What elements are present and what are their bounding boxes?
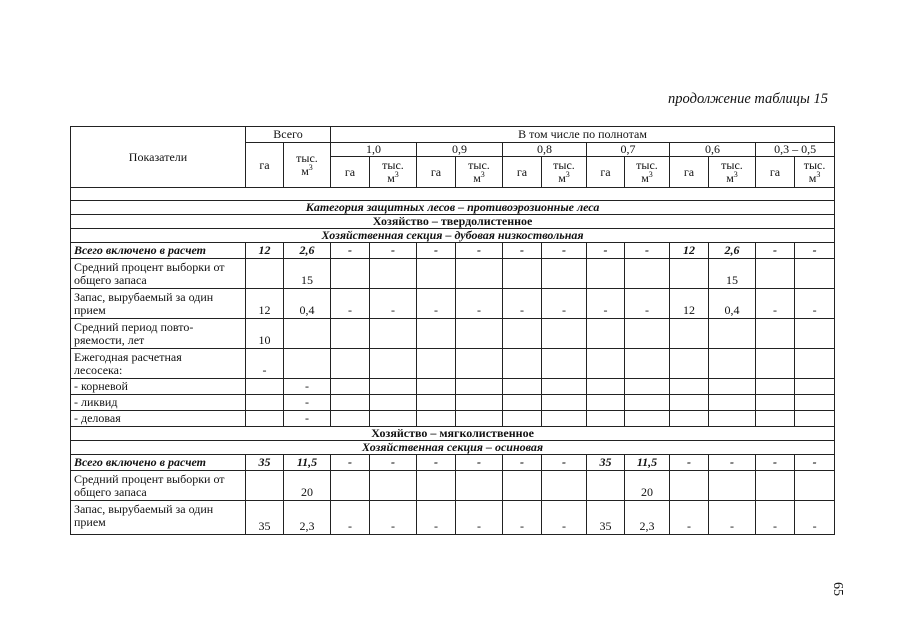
- density-header: 0,6: [670, 143, 756, 157]
- section-row: [71, 215, 835, 229]
- table-cell: -: [756, 243, 795, 259]
- table-cell: [284, 349, 331, 379]
- table-row: [71, 379, 835, 395]
- row-label: Всего включено в расчет: [71, 455, 246, 471]
- table-cell: [756, 349, 795, 379]
- table-cell: [417, 395, 456, 411]
- table-cell: [370, 471, 417, 501]
- table-cell: [503, 411, 542, 427]
- table-row: [71, 501, 835, 535]
- table-row: [71, 471, 835, 501]
- table-cell: [670, 259, 709, 289]
- table-cell: [756, 379, 795, 395]
- table-cell: [542, 411, 587, 427]
- table-cell: -: [456, 455, 503, 471]
- table-cell: [625, 379, 670, 395]
- table-cell: -: [331, 289, 370, 319]
- table-cell: [670, 395, 709, 411]
- density-header: 0,9: [417, 143, 503, 157]
- table-cell: [795, 471, 835, 501]
- table-cell: -: [246, 349, 284, 379]
- unit-thousand-m3: тыс. $м^3$: [284, 143, 331, 188]
- table-cell: -: [542, 289, 587, 319]
- table-cell: [370, 379, 417, 395]
- unit-ha: га: [417, 157, 456, 188]
- section-row: [71, 427, 835, 441]
- table-cell: [503, 379, 542, 395]
- table-cell: [331, 319, 370, 349]
- table-cell: [795, 395, 835, 411]
- unit-thousand-m3: тыс. $м^3$: [625, 157, 670, 188]
- table-cell: [756, 319, 795, 349]
- table-cell: 35: [246, 501, 284, 535]
- header-row-1: [71, 127, 835, 143]
- density-header: 0,8: [503, 143, 587, 157]
- unit-ha: га: [331, 157, 370, 188]
- table-cell: [625, 319, 670, 349]
- table-cell: [795, 259, 835, 289]
- density-header: 0,7: [587, 143, 670, 157]
- table-cell: [670, 411, 709, 427]
- table-cell: -: [331, 243, 370, 259]
- table-cell: [587, 379, 625, 395]
- table-cell: [542, 471, 587, 501]
- table-cell: -: [795, 243, 835, 259]
- table-cell: 35: [587, 455, 625, 471]
- table-cell: -: [417, 501, 456, 535]
- table-cell: [670, 319, 709, 349]
- table-cell: [331, 259, 370, 289]
- unit-ha: га: [670, 157, 709, 188]
- table-cell: [456, 395, 503, 411]
- table-cell: [370, 411, 417, 427]
- table-cell: -: [625, 243, 670, 259]
- table-cell: 2,6: [284, 243, 331, 259]
- table-row: [71, 395, 835, 411]
- density-group-header: В том числе по полнотам: [331, 127, 835, 143]
- table-cell: [370, 259, 417, 289]
- section-row: [71, 441, 835, 455]
- row-label: Всего включено в расчет: [71, 243, 246, 259]
- table-cell: [709, 411, 756, 427]
- table-cell: -: [370, 455, 417, 471]
- table-cell: 15: [284, 259, 331, 289]
- table-cell: 20: [284, 471, 331, 501]
- table-cell: 12: [246, 289, 284, 319]
- table-cell: -: [284, 395, 331, 411]
- table-cell: [542, 379, 587, 395]
- table-cell: [246, 411, 284, 427]
- table-cell: 15: [709, 259, 756, 289]
- row-label: Средний процент выборки от общего запаса: [71, 259, 246, 289]
- table-cell: 11,5: [284, 455, 331, 471]
- row-label: Средний период повто- ряемости, лет: [71, 319, 246, 349]
- table-cell: [331, 411, 370, 427]
- table-cell: [709, 349, 756, 379]
- table-caption: продолжение таблицы 15: [668, 91, 828, 107]
- table-cell: -: [331, 501, 370, 535]
- row-label: - корневой: [71, 379, 246, 395]
- table-row: [71, 411, 835, 427]
- table-cell: [417, 319, 456, 349]
- table-cell: -: [370, 289, 417, 319]
- table-cell: [795, 349, 835, 379]
- blank-row: [71, 188, 835, 201]
- table-cell: [246, 379, 284, 395]
- table-cell: 0,4: [284, 289, 331, 319]
- table-cell: -: [670, 455, 709, 471]
- table-cell: 2,3: [625, 501, 670, 535]
- table-cell: [503, 395, 542, 411]
- table-cell: [331, 471, 370, 501]
- row-label: - деловая: [71, 411, 246, 427]
- table-cell: [587, 349, 625, 379]
- table-cell: [246, 471, 284, 501]
- table-cell: -: [456, 501, 503, 535]
- table-cell: [331, 379, 370, 395]
- table-cell: [587, 259, 625, 289]
- table-cell: [795, 411, 835, 427]
- section-heading: Хозяйственная секция – дубовая низкоствольная: [71, 229, 835, 243]
- table-cell: [670, 379, 709, 395]
- table-cell: [456, 319, 503, 349]
- table-cell: -: [542, 501, 587, 535]
- table-cell: -: [709, 455, 756, 471]
- table-cell: [417, 259, 456, 289]
- table-cell: 2,3: [284, 501, 331, 535]
- table-cell: [625, 411, 670, 427]
- table-cell: -: [542, 455, 587, 471]
- table-cell: -: [795, 289, 835, 319]
- table-cell: 0,4: [709, 289, 756, 319]
- density-header: 1,0: [331, 143, 417, 157]
- table-cell: [625, 259, 670, 289]
- table-cell: -: [456, 289, 503, 319]
- table-cell: [417, 411, 456, 427]
- table-cell: -: [417, 243, 456, 259]
- table-row: [71, 243, 835, 259]
- table-row: [71, 349, 835, 379]
- table-cell: 20: [625, 471, 670, 501]
- table-cell: -: [331, 455, 370, 471]
- section-heading: Хозяйственная секция – осиновая: [71, 441, 835, 455]
- table-cell: [709, 471, 756, 501]
- table-cell: -: [370, 243, 417, 259]
- table-cell: [670, 349, 709, 379]
- row-label: Ежегодная расчетная лесосека:: [71, 349, 246, 379]
- table-cell: 12: [246, 243, 284, 259]
- unit-ha: га: [503, 157, 542, 188]
- table-cell: [756, 411, 795, 427]
- table-cell: [246, 259, 284, 289]
- table-cell: -: [756, 455, 795, 471]
- table-cell: [417, 379, 456, 395]
- table-cell: 11,5: [625, 455, 670, 471]
- table-cell: [370, 319, 417, 349]
- table-cell: -: [670, 501, 709, 535]
- unit-ha: га: [756, 157, 795, 188]
- table-cell: -: [417, 455, 456, 471]
- table-cell: [795, 379, 835, 395]
- density-header: 0,3 – 0,5: [756, 143, 835, 157]
- table-cell: [503, 319, 542, 349]
- table-cell: [756, 471, 795, 501]
- table-cell: -: [587, 243, 625, 259]
- table-cell: -: [756, 289, 795, 319]
- table-cell: [246, 395, 284, 411]
- table-row: [71, 289, 835, 319]
- table-cell: [625, 395, 670, 411]
- unit-ha: га: [246, 143, 284, 188]
- table-cell: [625, 349, 670, 379]
- farm-heading: Хозяйство – твердолистенное: [71, 215, 835, 229]
- table-cell: -: [625, 289, 670, 319]
- table-cell: [795, 319, 835, 349]
- table-cell: [542, 319, 587, 349]
- unit-thousand-m3: тыс. $м^3$: [456, 157, 503, 188]
- table-cell: [756, 395, 795, 411]
- farm-heading: Хозяйство – мягколиственное: [71, 427, 835, 441]
- category-heading: Категория защитных лесов – противоэрозионные леса: [71, 201, 835, 215]
- unit-thousand-m3: тыс. $м^3$: [370, 157, 417, 188]
- table-cell: [587, 411, 625, 427]
- table-cell: -: [756, 501, 795, 535]
- table-cell: [331, 349, 370, 379]
- table-cell: 2,6: [709, 243, 756, 259]
- row-label: Средний процент выборки от общего запаса: [71, 471, 246, 501]
- table-cell: -: [456, 243, 503, 259]
- table-cell: [709, 395, 756, 411]
- table-cell: [456, 471, 503, 501]
- table-cell: -: [503, 243, 542, 259]
- table-cell: -: [542, 243, 587, 259]
- table-cell: [456, 411, 503, 427]
- table-cell: [587, 319, 625, 349]
- table-cell: 12: [670, 289, 709, 319]
- table-cell: -: [709, 501, 756, 535]
- table-cell: -: [795, 455, 835, 471]
- table-cell: 12: [670, 243, 709, 259]
- table-cell: 35: [246, 455, 284, 471]
- table-cell: [587, 471, 625, 501]
- total-header: Всего: [246, 127, 331, 143]
- table-cell: [503, 471, 542, 501]
- table-cell: [456, 379, 503, 395]
- forest-table: [70, 126, 835, 535]
- unit-thousand-m3: тыс. $м^3$: [709, 157, 756, 188]
- table-cell: -: [503, 455, 542, 471]
- table-cell: [503, 349, 542, 379]
- section-row: [71, 229, 835, 243]
- page-number: 65: [830, 582, 845, 596]
- row-label: Запас, вырубаемый за один прием: [71, 289, 246, 319]
- table-cell: -: [503, 501, 542, 535]
- table-cell: [370, 395, 417, 411]
- table-cell: [756, 259, 795, 289]
- table-cell: [417, 349, 456, 379]
- table-cell: [542, 349, 587, 379]
- unit-thousand-m3: тыс. $м^3$: [542, 157, 587, 188]
- table-cell: -: [417, 289, 456, 319]
- row-label: - ликвид: [71, 395, 246, 411]
- table-cell: [587, 395, 625, 411]
- table-row: [71, 455, 835, 471]
- table-cell: [542, 395, 587, 411]
- table-cell: [331, 395, 370, 411]
- table-cell: [503, 259, 542, 289]
- table-cell: -: [284, 411, 331, 427]
- table-cell: [417, 471, 456, 501]
- table-cell: -: [503, 289, 542, 319]
- table-cell: [284, 319, 331, 349]
- table-cell: -: [370, 501, 417, 535]
- table-cell: -: [795, 501, 835, 535]
- unit-thousand-m3: тыс. $м^3$: [795, 157, 835, 188]
- table-cell: [542, 259, 587, 289]
- table-cell: [670, 471, 709, 501]
- table-row: [71, 319, 835, 349]
- table-cell: -: [587, 289, 625, 319]
- table-cell: 35: [587, 501, 625, 535]
- table-cell: 10: [246, 319, 284, 349]
- unit-ha: га: [587, 157, 625, 188]
- section-row: [71, 201, 835, 215]
- table-cell: [709, 379, 756, 395]
- table-cell: -: [284, 379, 331, 395]
- table-cell: [709, 319, 756, 349]
- table-cell: [456, 349, 503, 379]
- table-row: [71, 259, 835, 289]
- table-cell: [456, 259, 503, 289]
- table-cell: [370, 349, 417, 379]
- row-label: Запас, вырубаемый за один прием: [71, 501, 246, 535]
- indicators-header: Показатели: [71, 127, 246, 188]
